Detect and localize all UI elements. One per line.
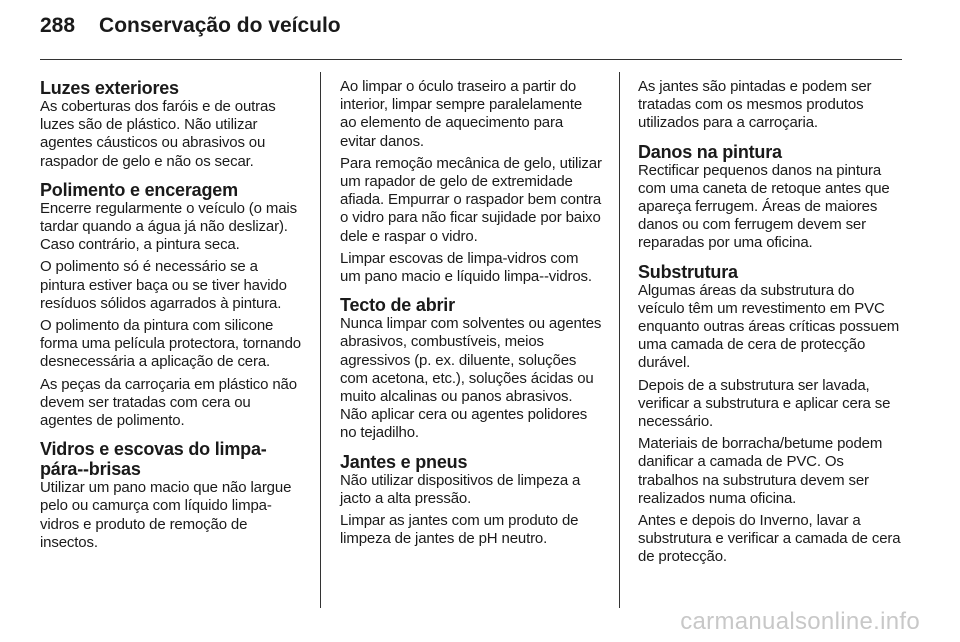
paragraph: Algumas áreas da substrutura do veículo têm um revestimento em PVC enquanto outras áreas críticas possuem uma camada de cera de protecção durável. [638, 281, 900, 372]
section-windows-wipers [40, 439, 302, 552]
section-heading: Vidros e escovas do limpa-pára--brisas [40, 439, 267, 480]
page-title: Conservação do veículo [99, 14, 341, 37]
paragraph: Depois de a substrutura ser lavada, verificar a substrutura e aplicar cera se necessário. [638, 376, 891, 431]
paragraph: Rectificar pequenos danos na pintura com uma caneta de retoque antes que apareça ferrugem. Áreas de maiores danos ou com ferrugem devem ser reparadas por uma oficina. [638, 161, 890, 252]
paragraph: Para remoção mecânica de gelo, utilizar um rapador de gelo de extremidade afiada. Empurrar o raspador bem contra o vidro para não ficar sujidade por baixo dele e raspar o vidro. [340, 154, 602, 245]
paragraph: Limpar as jantes com um produto de limpeza de jantes de pH neutro. [340, 512, 579, 548]
header-divider [40, 59, 902, 60]
section-heading: Polimento e enceragem [40, 179, 238, 200]
section-underbody [638, 262, 902, 567]
section-heading: Substrutura [638, 261, 738, 282]
paragraph: As coberturas dos faróis e de outras luzes são de plástico. Não utilizar agentes cáusticos ou abrasivos ou raspador de gelo e não os secar. [40, 98, 276, 170]
section-heading: Luzes exteriores [40, 78, 179, 98]
column-divider-2 [619, 72, 620, 608]
section-paint-damage [638, 142, 902, 253]
paragraph: Materiais de borracha/betume podem danificar a camada de PVC. Os trabalhos na substrutura devem ser realizados numa oficina. [638, 435, 883, 507]
page-number: 288 [40, 14, 76, 37]
paragraph: Limpar escovas de limpa-vidros com um pano macio e líquido limpa--vidros. [340, 249, 592, 286]
page-header [40, 14, 341, 50]
paragraph: As jantes são pintadas e podem ser tratadas com os mesmos produtos utilizados para a carroçaria. [638, 78, 872, 132]
paragraph: Antes e depois do Inverno, lavar a substrutura e verificar a camada de cera de protecção. [638, 512, 901, 566]
section-sunroof [340, 295, 602, 442]
paragraph: Utilizar um pano macio que não largue pelo ou camurça com líquido limpa-vidros e produto de remoção de insectos. [40, 479, 292, 551]
watermark: carmanualsonline.info [680, 608, 920, 635]
paragraph: As peças da carroçaria em plástico não devem ser tratadas com cera ou agentes de polimento. [40, 375, 297, 430]
column-1 [40, 78, 302, 561]
section-heading: Tecto de abrir [340, 295, 455, 316]
section-wheels-continued [638, 78, 902, 133]
paragraph: Não utilizar dispositivos de limpeza a jacto a alta pressão. [340, 471, 581, 507]
section-heading: Danos na pintura [638, 141, 782, 162]
paragraph: Nunca limpar com solventes ou agentes abrasivos, combustíveis, meios agressivos (p. ex. diluente, soluções com acetona, etc.), soluções ácidas ou muito alcalinas ou panos abrasivos. Não aplicar cera ou agentes polidores no tejadilho. [340, 315, 602, 442]
section-polishing-waxing [40, 180, 302, 430]
column-2 [340, 78, 602, 557]
section-windows-wipers-continued [340, 78, 602, 286]
paragraph: Ao limpar o óculo traseiro a partir do interior, limpar sempre paralelamente ao elemento de aquecimento para evitar danos. [340, 78, 583, 150]
paragraph: Encerre regularmente o veículo (o mais tardar quando a água já não deslizar). Caso contrário, a pintura seca. [40, 199, 297, 254]
section-heading: Jantes e pneus [340, 451, 468, 472]
paragraph: O polimento da pintura com silicone forma uma película protectora, tornando desnecessária a aplicação de cera. [40, 317, 301, 371]
paragraph: O polimento só é necessário se a pintura estiver baça ou se tiver havido resíduos sólidos agarrados à pintura. [40, 258, 287, 312]
column-divider-1 [320, 72, 321, 608]
section-exterior-lights [40, 78, 302, 171]
column-3 [638, 78, 902, 576]
section-wheels-tyres [340, 452, 602, 549]
